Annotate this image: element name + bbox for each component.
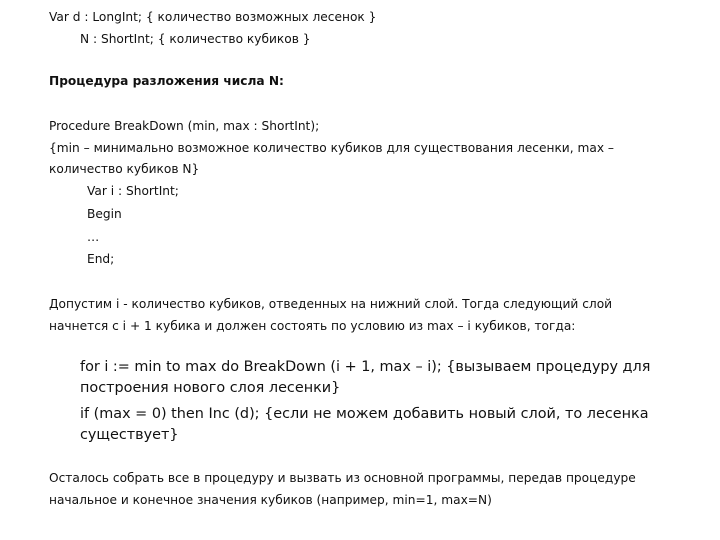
if-statement-line: существует} xyxy=(80,427,179,443)
var-d-declaration: Var d : LongInt; { количество возможных лесенок } xyxy=(49,10,377,24)
section-heading: Процедура разложения числа N: xyxy=(49,74,284,88)
if-statement-line: if (max = 0) then Inc (d); {если не можем добавить новый слой, то лесенка xyxy=(80,406,649,422)
for-loop-line: построения нового слоя лесенки} xyxy=(80,380,341,396)
for-loop-line: for i := min to max do BreakDown (i + 1, max – i); {вызываем процедуру для xyxy=(80,359,651,375)
explanation-line: начнется с i + 1 кубика и должен состоять по условию из max – i кубиков, тогда: xyxy=(49,319,576,333)
var-n-declaration: N : ShortInt; { количество кубиков } xyxy=(80,32,311,46)
procedure-header: Procedure BreakDown (min, max : ShortInt); xyxy=(49,119,320,133)
explanation-line: Допустим i - количество кубиков, отведенных на нижний слой. Тогда следующий слой xyxy=(49,297,613,311)
conclusion-line: Осталось собрать все в процедуру и вызвать из основной программы, передав процедуре xyxy=(49,471,636,485)
procedure-body-line: Var i : ShortInt; xyxy=(87,184,179,198)
procedure-body-line: End; xyxy=(87,252,115,266)
procedure-comment-line: {min – минимально возможное количество кубиков для существования лесенки, max – xyxy=(49,141,614,155)
procedure-body-line: Begin xyxy=(87,207,122,221)
procedure-comment-line: количество кубиков N} xyxy=(49,162,200,176)
procedure-body-line: … xyxy=(87,230,100,244)
conclusion-line: начальное и конечное значения кубиков (например, min=1, max=N) xyxy=(49,493,492,507)
